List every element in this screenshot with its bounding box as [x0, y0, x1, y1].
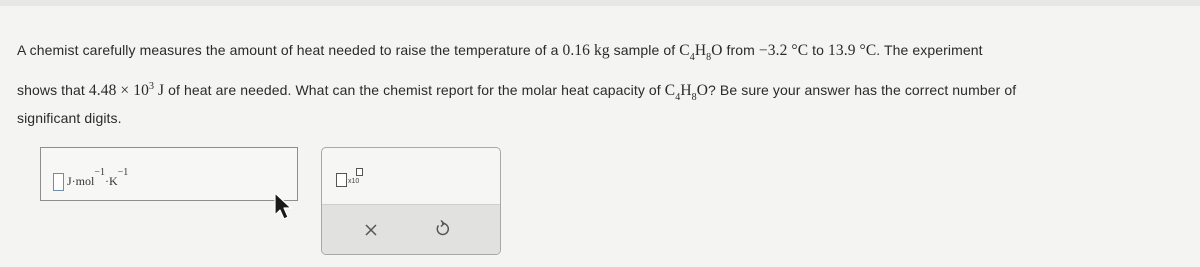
unit-exponent: −1	[117, 167, 129, 178]
question-text: from	[722, 42, 759, 58]
mass-value: 0.16 kg	[562, 42, 610, 59]
tool-actions	[322, 204, 500, 255]
question-line-2	[17, 80, 1017, 104]
unit-k: ·K	[104, 174, 118, 188]
answer-box	[40, 147, 298, 201]
x10-label: x10	[348, 178, 360, 185]
question-text: of heat are needed. What can the chemist report for the molar heat capacity of	[164, 82, 665, 98]
close-icon	[360, 217, 382, 241]
question-text: A chemist carefully measures the amount of heat needed to raise the temperature of a	[17, 42, 563, 58]
question-page	[0, 6, 1200, 267]
undo-button[interactable]	[431, 216, 453, 240]
undo-icon	[431, 216, 453, 240]
mouse-pointer-icon	[271, 191, 297, 221]
clear-button[interactable]	[360, 217, 382, 241]
unit-exponent: −1	[94, 167, 105, 178]
tool-palette	[322, 148, 500, 204]
answer-unit	[67, 167, 129, 189]
question-line-1	[17, 42, 983, 64]
scientific-notation-button[interactable]	[336, 168, 364, 192]
formula: $C_4H_8O$	[679, 42, 723, 64]
mantissa-slot-icon	[336, 173, 347, 187]
answer-input[interactable]	[53, 173, 64, 191]
end-temperature: 13.9 °C	[828, 42, 877, 59]
question-text: sample of	[609, 42, 680, 58]
heat-value: $4.48 \times 10^3$ J	[88, 80, 165, 99]
start-temperature: −3.2 °C	[758, 42, 809, 59]
question-line-3: significant digits.	[17, 110, 122, 126]
question-text: ? Be sure your answer has the correct number of	[708, 82, 1017, 98]
question-text: shows that	[17, 82, 89, 98]
math-tool-panel	[321, 147, 501, 255]
formula: $C_4H_8O$	[664, 82, 709, 104]
unit-j-mol: J·mol	[67, 174, 95, 188]
exponent-slot-icon	[356, 168, 363, 176]
question-text: to	[808, 42, 829, 58]
question-text: . The experiment	[876, 42, 983, 58]
